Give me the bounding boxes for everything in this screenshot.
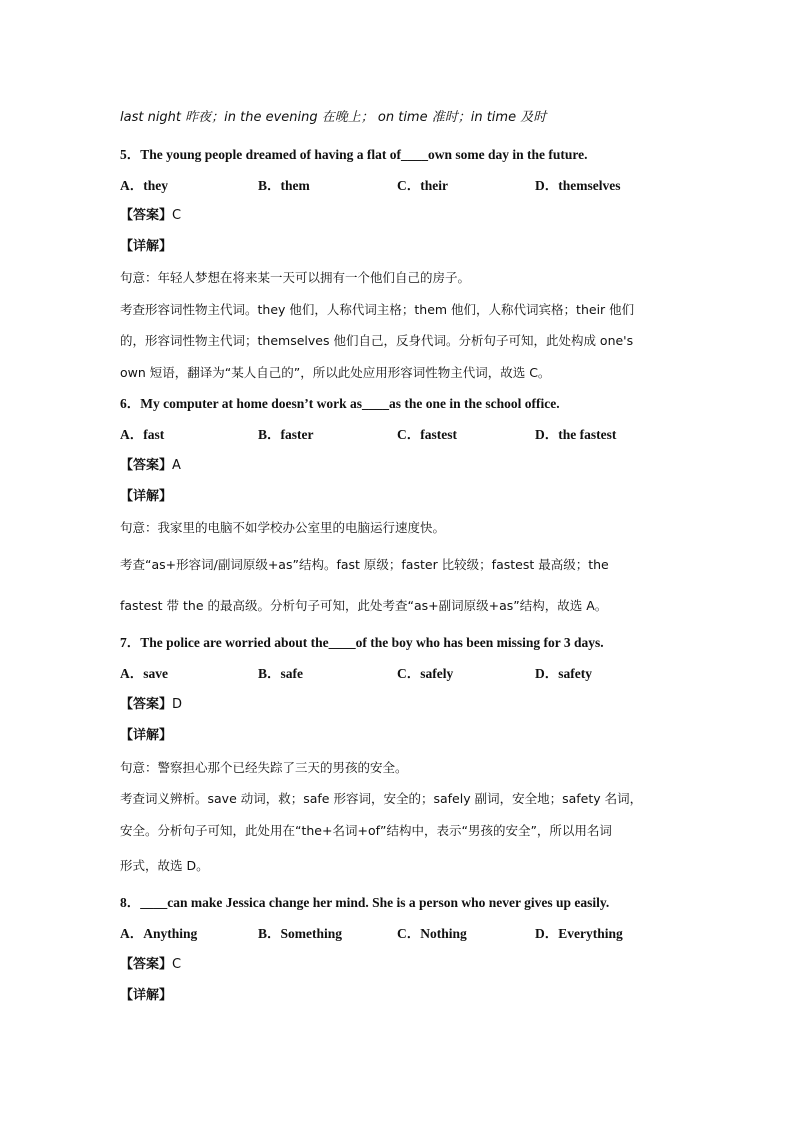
question-5-stem: 5．The young people dreamed of having a flat of____own some day in the future. [120,147,588,162]
answer-value: A [172,458,181,473]
question-7-detail-line: 考查词义辨析。save 动词，救；safe 形容词，安全的；safely 副词，安全地；safety 名词， [120,791,643,806]
question-5-detail-line: own 短语，翻译为“某人自己的”，所以此处应用形容词性物主代词，故选 C。 [120,365,551,380]
question-6-option-b: B．faster [258,427,314,442]
question-7-option-b: B．safe [258,666,303,681]
question-6-detail-line: 句意：我家里的电脑不如学校办公室里的电脑运行速度快。 [120,520,446,535]
answer-value: D [172,697,183,712]
question-8-option-b: B．Something [258,926,343,941]
question-6-option-d: D．the fastest [535,427,617,442]
question-7-stem: 7．The police are worried about the____of the boy who has been missing for 3 days. [120,635,604,650]
question-7-answer [120,697,182,713]
answer-label: 【答案】 [120,957,173,972]
question-5-detail-line: 的，形容词性物主代词；themselves 他们自己，反身代词。分析句子可知，此处构成 one's [120,333,634,348]
answer-value: C [172,208,182,223]
question-6-option-a: A．fast [120,427,165,442]
question-6-detail-line: fastest 带 the 的最高级。分析句子可知，此处考查“as+副词原级+as”结构，故选 A。 [120,598,608,613]
question-5-option-c: C．their [397,178,448,193]
question-6-option-c: C．fastest [397,427,457,442]
question-8-option-a: A．Anything [120,926,198,941]
answer-label: 【答案】 [120,208,173,223]
question-5-answer [120,208,181,224]
question-7-option-a: A．save [120,666,168,681]
question-7-option-d: D．safety [535,666,592,681]
answer-value: C [172,957,182,972]
question-6-answer [120,458,181,474]
question-8-detail-label: 【详解】 [120,988,173,1003]
question-7-detail-line: 句意：警察担心那个已经失踪了三天的男孩的安全。 [120,760,408,775]
question-5-detail-line: 考查形容词性物主代词。they 他们，人称代词主格；them 他们，人称代词宾格；their 他们 [120,302,635,317]
question-5-option-d: D．themselves [535,178,621,193]
question-8-option-c: C．Nothing [397,926,467,941]
question-6-stem: 6．My computer at home doesn’t work as____as the one in the school office. [120,396,560,411]
answer-label: 【答案】 [120,458,173,473]
question-8-option-d: D．Everything [535,926,623,941]
question-7-detail-label: 【详解】 [120,728,173,743]
question-5-option-b: B．them [258,178,310,193]
question-8-answer [120,957,181,973]
question-5-detail-label: 【详解】 [120,239,173,254]
intro-phrase-line: last night 昨夜；in the evening 在晚上； on time 准时；in time 及时 [120,110,547,125]
question-7-detail-line: 形式，故选 D。 [120,858,209,873]
question-6-detail-line: 考查“as+形容词/副词原级+as”结构。fast 原级；faster 比较级；fastest 最高级；the [120,557,609,572]
question-7-option-c: C．safely [397,666,454,681]
question-7-detail-line: 安全。分析句子可知，此处用在“the+名词+of”结构中，表示“男孩的安全”，所以用名词 [120,823,612,838]
question-6-detail-label: 【详解】 [120,489,173,504]
question-5-detail-line: 句意：年轻人梦想在将来某一天可以拥有一个他们自己的房子。 [120,270,471,285]
answer-label: 【答案】 [120,697,173,712]
question-8-stem: 8．____can make Jessica change her mind. She is a person who never gives up easily. [120,895,610,910]
question-5-option-a: A．they [120,178,168,193]
